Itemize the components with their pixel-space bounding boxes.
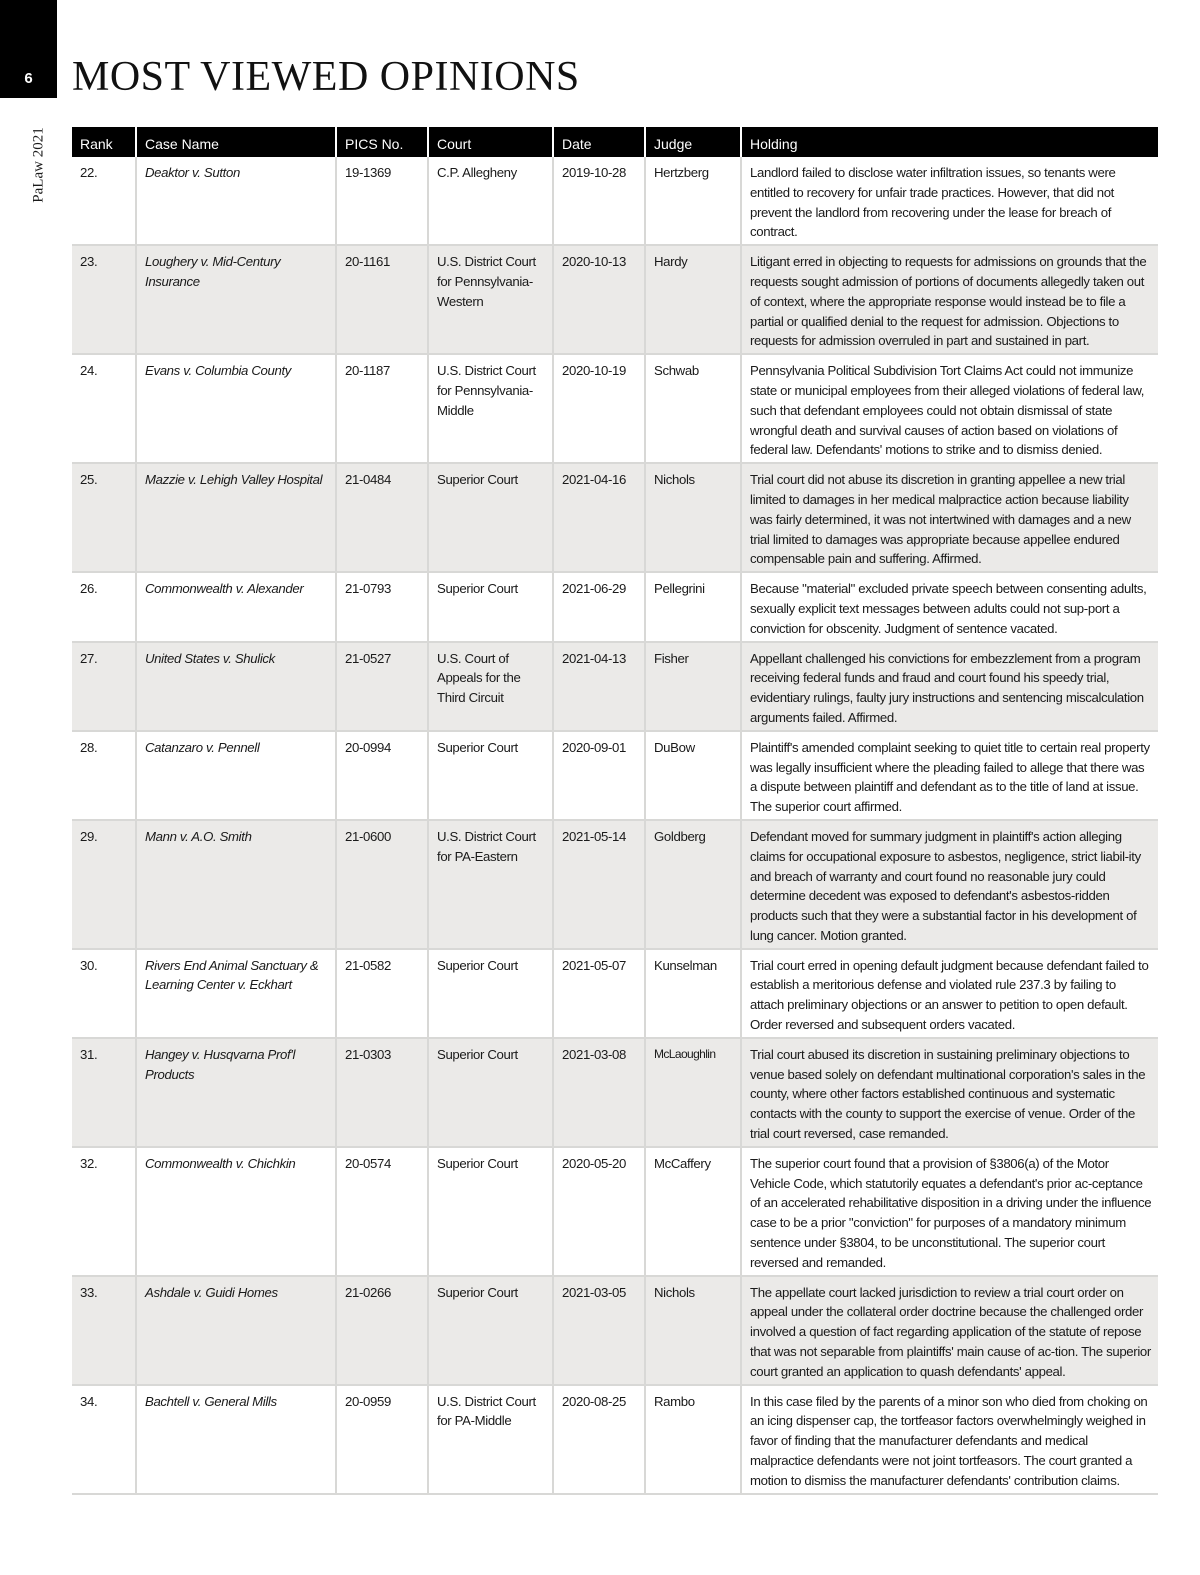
table-row xyxy=(72,820,1158,949)
court-cell: Superior Court xyxy=(428,1038,553,1147)
judge-cell: Hardy xyxy=(645,245,741,354)
table-row xyxy=(72,463,1158,572)
holding-cell: Appellant challenged his convictions for embezzlement from a program receiving federal funds and fraud and court found his speedy trial, evidentiary rulings, faulty jury instructions and sentencing miscalculation arguments failed. Affirmed. xyxy=(741,642,1158,731)
rank-cell: 28. xyxy=(72,731,136,820)
date-cell: 2019-10-28 xyxy=(553,157,645,245)
rank-cell: 31. xyxy=(72,1038,136,1147)
date-cell: 2021-06-29 xyxy=(553,572,645,641)
case-name-cell: Ashdale v. Guidi Homes xyxy=(136,1276,336,1385)
date-cell: 2021-04-16 xyxy=(553,463,645,572)
rank-cell: 32. xyxy=(72,1147,136,1276)
header-holding: Holding xyxy=(741,127,1158,157)
page-title: MOST VIEWED OPINIONS xyxy=(72,54,580,100)
holding-cell: Defendant moved for summary judgment in plaintiff's action alleging claims for occupational exposure to asbestos, negligence, strict liabil-ity and breach of warranty and court found no reasonable jury could determine decedent was exposed to defendant's asbestos-ridden products such that they were a substantial factor in his development of lung cancer. Motion granted. xyxy=(741,820,1158,949)
judge-cell: Kunselman xyxy=(645,949,741,1038)
holding-cell: In this case filed by the parents of a minor son who died from choking on an icing dispenser cap, the tortfeasor factors overwhelmingly weighed in favor of finding that the manufacturer defendants and medical malpractice defendants were not joint tortfeasors. The court granted a motion to dismiss the manufacturer defendants' contribution claims. xyxy=(741,1385,1158,1494)
judge-cell: McCaffery xyxy=(645,1147,741,1276)
page-number: 6 xyxy=(24,70,33,87)
date-cell: 2020-10-19 xyxy=(553,354,645,463)
pics-no-cell: 19-1369 xyxy=(336,157,428,245)
table-row xyxy=(72,1276,1158,1385)
court-cell: Superior Court xyxy=(428,572,553,641)
table-row xyxy=(72,157,1158,245)
judge-cell: Nichols xyxy=(645,463,741,572)
court-cell: Superior Court xyxy=(428,463,553,572)
case-name-cell: Rivers End Animal Sanctuary & Learning Center v. Eckhart xyxy=(136,949,336,1038)
case-name-cell: Commonwealth v. Alexander xyxy=(136,572,336,641)
table-header-row xyxy=(72,127,1158,157)
court-cell: C.P. Allegheny xyxy=(428,157,553,245)
pics-no-cell: 21-0793 xyxy=(336,572,428,641)
opinions-table xyxy=(72,127,1158,1495)
running-head: PaLaw 2021 xyxy=(30,127,47,203)
court-cell: U.S. District Court for PA-Middle xyxy=(428,1385,553,1494)
header-court: Court xyxy=(428,127,553,157)
header-pics-no: PICS No. xyxy=(336,127,428,157)
table-row xyxy=(72,572,1158,641)
holding-cell: Trial court abused its discretion in sustaining preliminary objections to venue based solely on defendant multinational corporation's sales in the county, where other factors established continuous and systematic contacts with the county to support the exercise of venue. Order of the trial court reversed, case remanded. xyxy=(741,1038,1158,1147)
judge-cell: Hertzberg xyxy=(645,157,741,245)
judge-cell: Pellegrini xyxy=(645,572,741,641)
pics-no-cell: 21-0266 xyxy=(336,1276,428,1385)
judge-cell: Goldberg xyxy=(645,820,741,949)
rank-cell: 22. xyxy=(72,157,136,245)
rank-cell: 24. xyxy=(72,354,136,463)
court-cell: Superior Court xyxy=(428,731,553,820)
rank-cell: 33. xyxy=(72,1276,136,1385)
table-row xyxy=(72,642,1158,731)
pics-no-cell: 21-0527 xyxy=(336,642,428,731)
case-name-cell: Evans v. Columbia County xyxy=(136,354,336,463)
case-name-cell: Catanzaro v. Pennell xyxy=(136,731,336,820)
rank-cell: 29. xyxy=(72,820,136,949)
court-cell: U.S. District Court for Pennsylvania-Middle xyxy=(428,354,553,463)
court-cell: U.S. District Court for Pennsylvania-Western xyxy=(428,245,553,354)
case-name-cell: Bachtell v. General Mills xyxy=(136,1385,336,1494)
header-case-name: Case Name xyxy=(136,127,336,157)
pics-no-cell: 20-0574 xyxy=(336,1147,428,1276)
pics-no-cell: 21-0582 xyxy=(336,949,428,1038)
date-cell: 2020-09-01 xyxy=(553,731,645,820)
date-cell: 2020-05-20 xyxy=(553,1147,645,1276)
date-cell: 2021-03-08 xyxy=(553,1038,645,1147)
header-rank: Rank xyxy=(72,127,136,157)
rank-cell: 23. xyxy=(72,245,136,354)
table-row xyxy=(72,354,1158,463)
date-cell: 2021-05-07 xyxy=(553,949,645,1038)
pics-no-cell: 21-0600 xyxy=(336,820,428,949)
holding-cell: Because "material" excluded private speech between consenting adults, sexually explicit text messages between adults could not sup-port a conviction for obscenity. Judgment of sentence vacated. xyxy=(741,572,1158,641)
table-row xyxy=(72,1038,1158,1147)
case-name-cell: Hangey v. Husqvarna Prof'l Products xyxy=(136,1038,336,1147)
case-name-cell: Commonwealth v. Chichkin xyxy=(136,1147,336,1276)
table-row xyxy=(72,731,1158,820)
holding-cell: The superior court found that a provision of §3806(a) of the Motor Vehicle Code, which statutorily equates a defendant's prior ac-ceptance of an accelerated rehabilitative disposition in a driving under the influence case to be a prior "conviction" for purposes of a mandatory minimum sentence under §3804, to be unconstitutional. The superior court reversed and remanded. xyxy=(741,1147,1158,1276)
judge-cell: Schwab xyxy=(645,354,741,463)
date-cell: 2021-05-14 xyxy=(553,820,645,949)
court-cell: Superior Court xyxy=(428,1276,553,1385)
judge-cell: Fisher xyxy=(645,642,741,731)
page-number-tab xyxy=(0,0,57,98)
holding-cell: Litigant erred in objecting to requests for admissions on grounds that the requests sought admission of portions of documents allegedly taken out of context, where the appropriate response would instead be to file a partial or qualified denial to the request for admission. Objections to requests for admission overruled in part and sustained in part. xyxy=(741,245,1158,354)
header-date: Date xyxy=(553,127,645,157)
table-row xyxy=(72,949,1158,1038)
table-row xyxy=(72,245,1158,354)
holding-cell: Plaintiff's amended complaint seeking to quiet title to certain real property was legally insufficient where the pleading failed to allege that there was a dispute between plaintiff and defendant as to the title of land at issue. The superior court affirmed. xyxy=(741,731,1158,820)
case-name-cell: Deaktor v. Sutton xyxy=(136,157,336,245)
judge-cell: DuBow xyxy=(645,731,741,820)
rank-cell: 25. xyxy=(72,463,136,572)
pics-no-cell: 20-1187 xyxy=(336,354,428,463)
pics-no-cell: 20-1161 xyxy=(336,245,428,354)
case-name-cell: Mazzie v. Lehigh Valley Hospital xyxy=(136,463,336,572)
rank-cell: 26. xyxy=(72,572,136,641)
holding-cell: Trial court erred in opening default judgment because defendant failed to establish a meritorious defense and violated rule 237.3 by failing to attach preliminary objections or an answer to petition to open default. Order reversed and subsequent orders vacated. xyxy=(741,949,1158,1038)
header-judge: Judge xyxy=(645,127,741,157)
case-name-cell: Loughery v. Mid-Century Insurance xyxy=(136,245,336,354)
date-cell: 2021-04-13 xyxy=(553,642,645,731)
table-row xyxy=(72,1147,1158,1276)
case-name-cell: United States v. Shulick xyxy=(136,642,336,731)
court-cell: U.S. Court of Appeals for the Third Circuit xyxy=(428,642,553,731)
holding-cell: Pennsylvania Political Subdivision Tort Claims Act could not immunize state or municipal employees from their alleged violations of federal law, such that defendant employees could not obtain dismissal of state wrongful death and survival causes of action based on violations of federal law. Defendants' motions to strike and to dismiss denied. xyxy=(741,354,1158,463)
pics-no-cell: 20-0959 xyxy=(336,1385,428,1494)
judge-cell: Rambo xyxy=(645,1385,741,1494)
pics-no-cell: 21-0484 xyxy=(336,463,428,572)
court-cell: Superior Court xyxy=(428,949,553,1038)
date-cell: 2020-10-13 xyxy=(553,245,645,354)
holding-cell: Landlord failed to disclose water infiltration issues, so tenants were entitled to recovery for unfair trade practices. However, that did not prevent the landlord from recovering under the lease for breach of contract. xyxy=(741,157,1158,245)
court-cell: U.S. District Court for PA-Eastern xyxy=(428,820,553,949)
holding-cell: The appellate court lacked jurisdiction to review a trial court order on appeal under the collateral order doctrine because the challenged order involved a question of fact regarding application of the statute of repose that was not separable from plaintiffs' main cause of ac-tion. The superior court granted an application to quash defendants' appeal. xyxy=(741,1276,1158,1385)
rank-cell: 30. xyxy=(72,949,136,1038)
rank-cell: 34. xyxy=(72,1385,136,1494)
table-row xyxy=(72,1385,1158,1494)
pics-no-cell: 21-0303 xyxy=(336,1038,428,1147)
court-cell: Superior Court xyxy=(428,1147,553,1276)
judge-cell: McLaoughlin xyxy=(645,1038,741,1147)
holding-cell: Trial court did not abuse its discretion in granting appellee a new trial limited to damages in her medical malpractice action because liability was fairly determined, it was not intertwined with damages and a new trial limited to damages was appropriate because appellee endured compensable pain and suffering. Affirmed. xyxy=(741,463,1158,572)
judge-cell: Nichols xyxy=(645,1276,741,1385)
case-name-cell: Mann v. A.O. Smith xyxy=(136,820,336,949)
rank-cell: 27. xyxy=(72,642,136,731)
date-cell: 2021-03-05 xyxy=(553,1276,645,1385)
pics-no-cell: 20-0994 xyxy=(336,731,428,820)
date-cell: 2020-08-25 xyxy=(553,1385,645,1494)
